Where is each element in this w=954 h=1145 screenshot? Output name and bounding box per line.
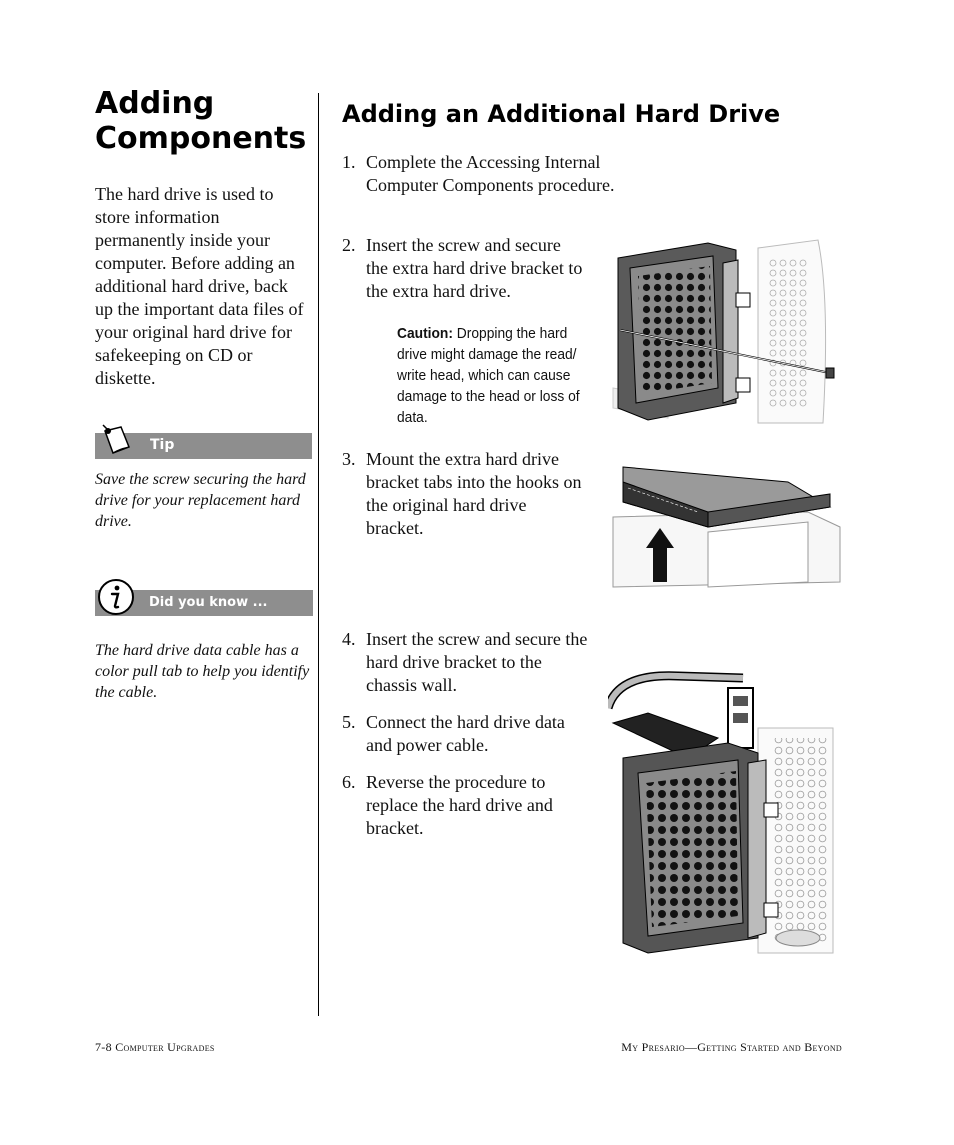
step-2 bbox=[342, 234, 587, 303]
caution-text: Dropping the hard drive might damage the read/ write head, which can cause damage to the head or loss of data. bbox=[397, 325, 580, 426]
step-3 bbox=[342, 448, 582, 540]
step-number: 6. bbox=[342, 772, 356, 792]
hard-drive-mounting-illustration bbox=[608, 462, 843, 592]
caution-note bbox=[397, 323, 581, 428]
step-text: Complete the Accessing Internal Computer Components procedure. bbox=[366, 152, 615, 195]
step-text: Insert the screw and secure the hard drive bracket to the chassis wall. bbox=[366, 629, 588, 695]
step-number: 4. bbox=[342, 629, 356, 649]
note-pin-icon bbox=[99, 421, 137, 459]
step-text: Mount the extra hard drive bracket tabs into the hooks on the original hard drive bracket. bbox=[366, 449, 582, 538]
caution-label: Caution: bbox=[397, 325, 453, 342]
step-4 bbox=[342, 628, 592, 697]
tip-label: Tip bbox=[150, 437, 175, 453]
step-6 bbox=[342, 771, 567, 840]
page-title: Adding an Additional Hard Drive bbox=[342, 100, 781, 128]
step-text: Reverse the procedure to replace the hard drive and bracket. bbox=[366, 772, 553, 838]
step-number: 5. bbox=[342, 712, 356, 732]
sidebar-title-line1: Adding bbox=[95, 86, 215, 121]
did-you-know-label: Did you know ... bbox=[149, 595, 268, 610]
sidebar-intro: The hard drive is used to store information permanently inside your computer. Before adding an additional hard drive, back up the important data files of your original hard drive for safekeeping on CD or diskette. bbox=[95, 184, 304, 388]
sidebar-title-line2: Components bbox=[95, 121, 307, 156]
step-text: Insert the screw and secure the extra hard drive bracket to the extra hard drive. bbox=[366, 235, 583, 301]
step-5 bbox=[342, 711, 592, 757]
step-1 bbox=[342, 151, 627, 197]
step-number: 1. bbox=[342, 152, 356, 172]
hard-drive-cables-illustration bbox=[608, 668, 838, 958]
tip-text: Save the screw securing the hard drive for your replacement hard drive. bbox=[95, 471, 306, 530]
footer-right: My Presario—Getting Started and Beyond bbox=[621, 1040, 842, 1054]
sidebar-title bbox=[95, 86, 310, 156]
info-icon bbox=[96, 577, 136, 617]
column-divider bbox=[318, 93, 319, 1016]
footer-left: 7-8 Computer Upgrades bbox=[95, 1040, 215, 1054]
step-number: 3. bbox=[342, 449, 356, 469]
step-text: Connect the hard drive data and power cable. bbox=[366, 712, 565, 755]
did-you-know-text: The hard drive data cable has a color pull tab to help you identify the cable. bbox=[95, 642, 310, 701]
hard-drive-bracket-screw-illustration bbox=[608, 238, 843, 428]
step-number: 2. bbox=[342, 235, 356, 255]
